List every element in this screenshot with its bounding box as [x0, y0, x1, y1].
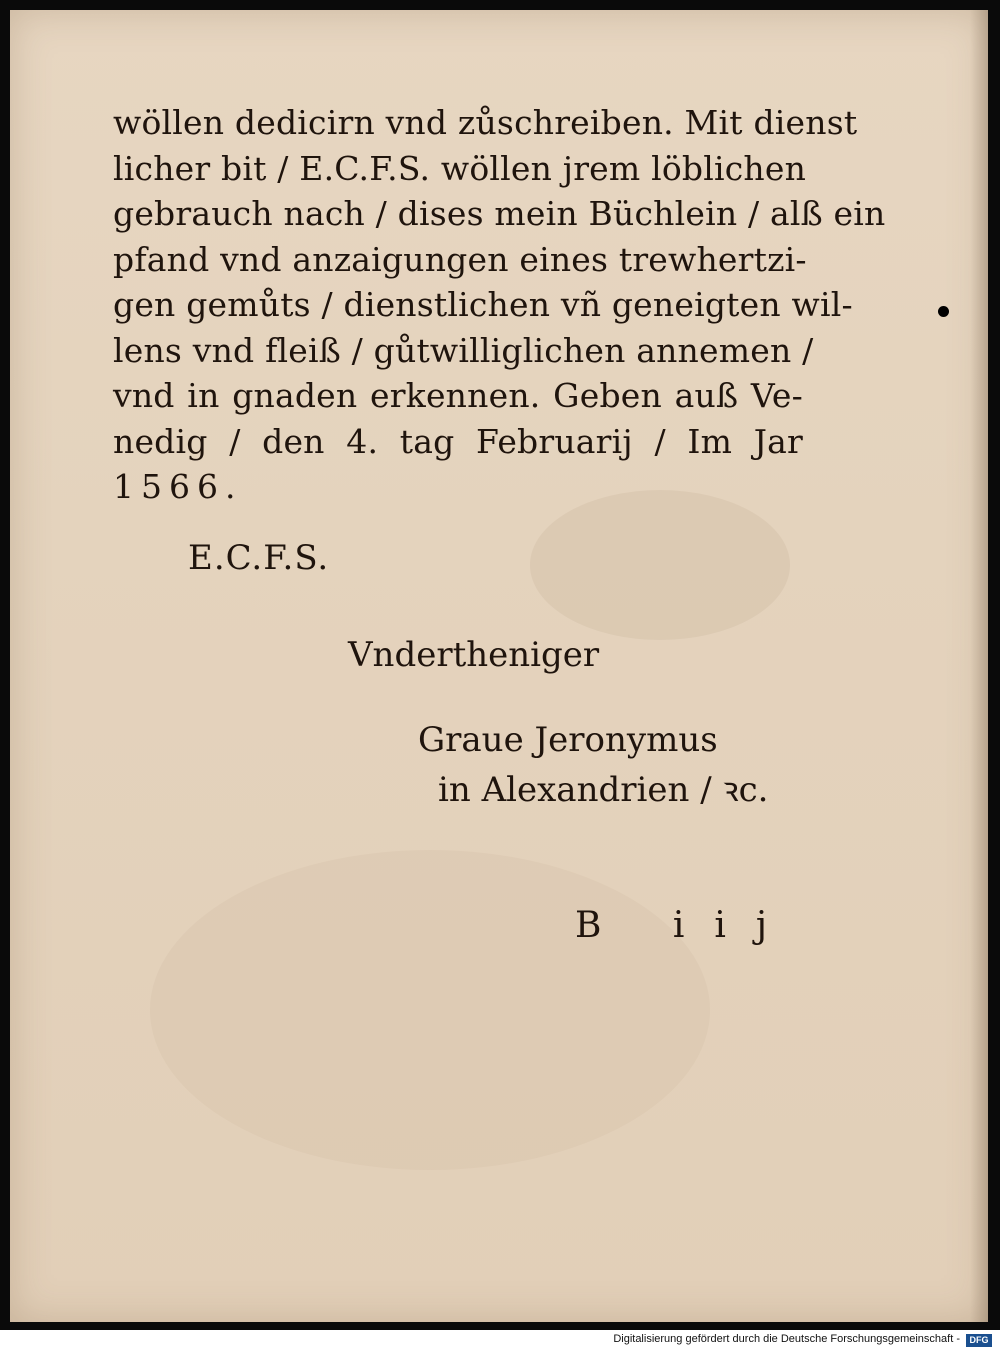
- bleed-through-stain: [150, 850, 710, 1170]
- salutation-abbreviation: E.C.F.S.: [188, 538, 330, 578]
- text-line: gen gemůts / dienstlichen vñ geneigten wil-: [113, 285, 853, 324]
- closing-formula: Vndertheniger: [348, 635, 600, 675]
- text-line: nedig / den 4. tag Februarij / Im Jar: [113, 421, 803, 461]
- footer-bar: [0, 1331, 1000, 1351]
- page-edge-shadow: [970, 10, 988, 1322]
- text-line: gebrauch nach / dises mein Büchlein / alß ein: [113, 194, 886, 233]
- bleed-through-stain: [530, 490, 790, 640]
- text-line: 1566.: [113, 467, 243, 506]
- body-text: [113, 100, 886, 510]
- text-line: pfand vnd anzaigungen eines trewhertzi-: [113, 239, 807, 279]
- dfg-logo-icon: DFG: [966, 1334, 992, 1347]
- text-line: vnd in gnaden erkennen. Geben auß Ve-: [113, 376, 803, 415]
- signature-name: Graue Jeronymus: [418, 720, 718, 760]
- text-line: lens vnd fleiß / gůtwilliglichen annemen /: [113, 330, 814, 370]
- signature-place: in Alexandrien / ꝛc.: [438, 770, 769, 810]
- footer-credit: Digitalisierung gefördert durch die Deutsche Forschungsgemeinschaft -: [613, 1333, 960, 1345]
- document-page: [10, 10, 988, 1322]
- text-line: wöllen dedicirn vnd zůschreiben. Mit dienst: [113, 103, 858, 142]
- text-line: licher bit / E.C.F.S. wöllen jrem löblichen: [113, 148, 807, 188]
- signature-mark: B iij: [575, 905, 798, 946]
- marker-dot: [938, 306, 949, 317]
